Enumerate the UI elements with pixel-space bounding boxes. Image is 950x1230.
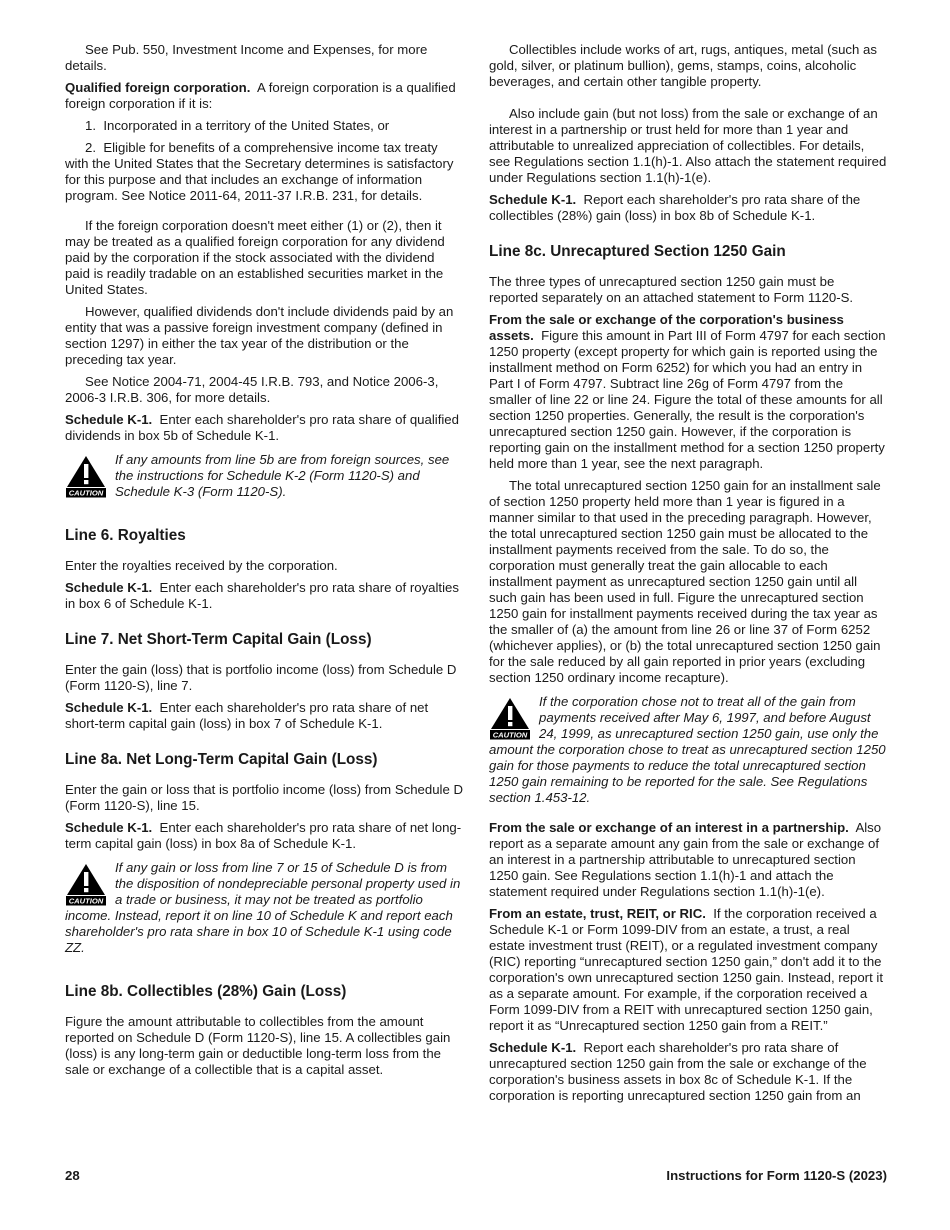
caution-icon bbox=[489, 697, 531, 740]
paragraph: Figure the amount attributable to collectibles from the amount reported on Schedule D (Form 1120-S), line 15. A collectibles gain (loss) is any long-term gain or deductible long-term loss from the sale or exchange of a collectible that is a capital asset. bbox=[65, 1014, 451, 1077]
caution-icon bbox=[65, 455, 107, 498]
document-title: Instructions for Form 1120-S (2023) bbox=[666, 1168, 887, 1183]
caution-note bbox=[489, 694, 887, 806]
caution-text: If any amounts from line 5b are from foreign sources, see the instructions for Schedule K-2 (Form 1120-S) and Schedule K-3 (Form 1120-S). bbox=[115, 452, 450, 499]
caution-note bbox=[65, 452, 463, 500]
section-heading: Line 8a. Net Long-Term Capital Gain (Loss) bbox=[65, 751, 378, 768]
caution-note bbox=[65, 860, 463, 956]
paragraph: Schedule K-1. Report each shareholder's pro rata share of the collectibles (28%) gain (loss) in box 8b of Schedule K-1. bbox=[489, 192, 861, 223]
section-heading: Line 6. Royalties bbox=[65, 527, 186, 544]
run-in-heading: Schedule K-1. bbox=[489, 1040, 577, 1055]
paragraph: See Notice 2004-71, 2004-45 I.R.B. 793, and Notice 2006-3, 2006-3 I.R.B. 306, for more details. bbox=[65, 374, 439, 405]
section-heading: Line 8c. Unrecaptured Section 1250 Gain bbox=[489, 243, 786, 260]
paragraph: From the sale or exchange of an interest in a partnership. Also report as a separate amount any gain from the sale or exchange of an interest in a partnership attributable to unrecaptured section 1250 gain. See Regulations section 1.1(h)-1 and attach the statement required under Regulations section 1.1(h)-1(e). bbox=[489, 820, 882, 899]
run-in-heading: Schedule K-1. bbox=[65, 820, 153, 835]
caution-text: If any gain or loss from line 7 or 15 of Schedule D is from the disposition of nondepreciable personal property used in a trade or business, it may not be treated as portfolio income. Instead, report it on line 10 of Schedule K and report each shareholder's pro rata share in box 10 of Schedule K-1 using code ZZ. bbox=[65, 860, 461, 955]
paragraph: Enter the royalties received by the corporation. bbox=[65, 558, 338, 573]
paragraph: The three types of unrecaptured section 1250 gain must be reported separately on an attached statement to Form 1120-S. bbox=[489, 274, 854, 305]
paragraph: See Pub. 550, Investment Income and Expenses, for more details. bbox=[65, 42, 428, 73]
paragraph: Schedule K-1. Enter each shareholder's pro rata share of qualified dividends in box 5b of Schedule K-1. bbox=[65, 412, 459, 443]
paragraph: Enter the gain (loss) that is portfolio income (loss) from Schedule D (Form 1120-S), line 7. bbox=[65, 662, 457, 693]
page-number: 28 bbox=[65, 1168, 80, 1183]
run-in-heading: Schedule K-1. bbox=[65, 580, 153, 595]
run-in-heading: From the sale or exchange of the corporation's business assets. bbox=[489, 312, 844, 343]
run-in-heading: From the sale or exchange of an interest in a partnership. bbox=[489, 820, 849, 835]
right-column bbox=[489, 42, 887, 1110]
left-column bbox=[65, 42, 463, 1084]
paragraph: Also include gain (but not loss) from the sale or exchange of an interest in a partnership or trust held for more than 1 year and attributable to unrealized appreciation of collectibles. For details, see Regulations section 1.1(h)-1. Also attach the statement required under Regulations section 1.1(h)-1(e). bbox=[489, 106, 887, 185]
paragraph: Schedule K-1. Enter each shareholder's pro rata share of net short-term capital gain (loss) in box 7 of Schedule K-1. bbox=[65, 700, 429, 731]
paragraph: Schedule K-1. Report each shareholder's pro rata share of unrecaptured section 1250 gain from the sale or exchange of the corporation's business assets in box 8c of Schedule K-1. If the corporation is reporting unrecaptured section 1250 gain from an bbox=[489, 1040, 867, 1103]
run-in-heading: Qualified foreign corporation. bbox=[65, 80, 251, 95]
list-item: 2. Eligible for benefits of a comprehensive income tax treaty with the United States that the Secretary determines is satisfactory for this purpose and that includes an exchange of information program. See Notice 2011-64, 2011-37 I.R.B. 231, for details. bbox=[65, 140, 454, 203]
run-in-heading: Schedule K-1. bbox=[489, 192, 577, 207]
paragraph: However, qualified dividends don't include dividends paid by an entity that was a passive foreign investment company (defined in section 1297) in either the tax year of the distribution or the preceding tax year. bbox=[65, 304, 454, 367]
run-in-heading: Schedule K-1. bbox=[65, 700, 153, 715]
paragraph: Enter the gain or loss that is portfolio income (loss) from Schedule D (Form 1120-S), line 15. bbox=[65, 782, 464, 813]
section-heading: Line 7. Net Short-Term Capital Gain (Loss) bbox=[65, 631, 372, 648]
paragraph: Qualified foreign corporation. A foreign corporation is a qualified foreign corporation if it is: bbox=[65, 80, 456, 111]
section-heading: Line 8b. Collectibles (28%) Gain (Loss) bbox=[65, 983, 347, 1000]
svg-text:CAUTION: CAUTION bbox=[492, 730, 528, 740]
paragraph: Schedule K-1. Enter each shareholder's pro rata share of royalties in box 6 of Schedule K-1. bbox=[65, 580, 459, 611]
list-item: 1. Incorporated in a territory of the United States, or bbox=[85, 118, 390, 133]
paragraph: Collectibles include works of art, rugs, antiques, metal (such as gold, silver, or platinum bullion), gems, stamps, coins, alcoholic beverages, and certain other tangible property. bbox=[489, 42, 877, 89]
run-in-heading: From an estate, trust, REIT, or RIC. bbox=[489, 906, 706, 921]
svg-text:CAUTION: CAUTION bbox=[68, 896, 104, 906]
paragraph: From the sale or exchange of the corporation's business assets. Figure this amount in Part III of Form 4797 for each section 1250 property (except property for which gain is reported using the installment method on Form 6252) for which you had an entry in Part I of Form 4797. Subtract line 26g of Form 4797 from the smaller of line 22 or line 24. Figure the total of these amounts for all section 1250 properties. Generally, the result is the corporation's unrecaptured section 1250 gain. However, if the corporation is reporting gain on the installment method for a section 1250 property held more than 1 year, see the next paragraph. bbox=[489, 312, 886, 471]
caution-text: If the corporation chose not to treat all of the gain from payments received after May 6, 1997, and before August 24, 1999, as unrecaptured section 1250 gain, use only the amount the corporation chose to treat as unrecaptured section 1250 gain for those payments to reduce the total unrecaptured section 1250 gain remaining to be reported for the sale. See Regulations section 1.453-12. bbox=[489, 694, 886, 805]
paragraph: From an estate, trust, REIT, or RIC. If the corporation received a Schedule K-1 or Form 1099-DIV from an estate, a trust, a real estate investment trust (REIT), or a regulated investment company (RIC) reporting “unrecaptured section 1250 gain,” don't add it to the corporation's own unrecaptured section 1250 gain. Instead, report it as a separate amount. For example, if the corporation received a Form 1099-DIV from a REIT with unrecaptured section 1250 gain, report it as “Unrecaptured section 1250 gain from a REIT.” bbox=[489, 906, 883, 1033]
paragraph: Schedule K-1. Enter each shareholder's pro rata share of net long-term capital gain (loss) in box 8a of Schedule K-1. bbox=[65, 820, 462, 851]
caution-icon bbox=[65, 863, 107, 906]
paragraph: The total unrecaptured section 1250 gain for an installment sale of section 1250 property held more than 1 year is figured in a manner similar to that used in the preceding paragraph. However, the total unrecaptured section 1250 gain must be allocated to the installment payments received from the sale. To do so, the corporation must generally treat the gain allocable to each installment payment as unrecaptured section 1250 gain until all such gain has been used in full. Figure the unrecaptured section 1250 gain for installment payments received during the tax year as the smaller of (a) the amount from line 26 or line 37 of Form 6252 (whichever applies), or (b) the total unrecaptured section 1250 gain for the sale reduced by all gain reported in prior years (excluding section 1250 ordinary income recapture). bbox=[489, 478, 881, 685]
paragraph: If the foreign corporation doesn't meet either (1) or (2), then it may be treated as a qualified foreign corporation for any dividend paid by the corporation if the stock associated with the dividend paid is readily tradable on an established securities market in the United States. bbox=[65, 218, 445, 297]
run-in-heading: Schedule K-1. bbox=[65, 412, 153, 427]
svg-text:CAUTION: CAUTION bbox=[68, 488, 104, 498]
